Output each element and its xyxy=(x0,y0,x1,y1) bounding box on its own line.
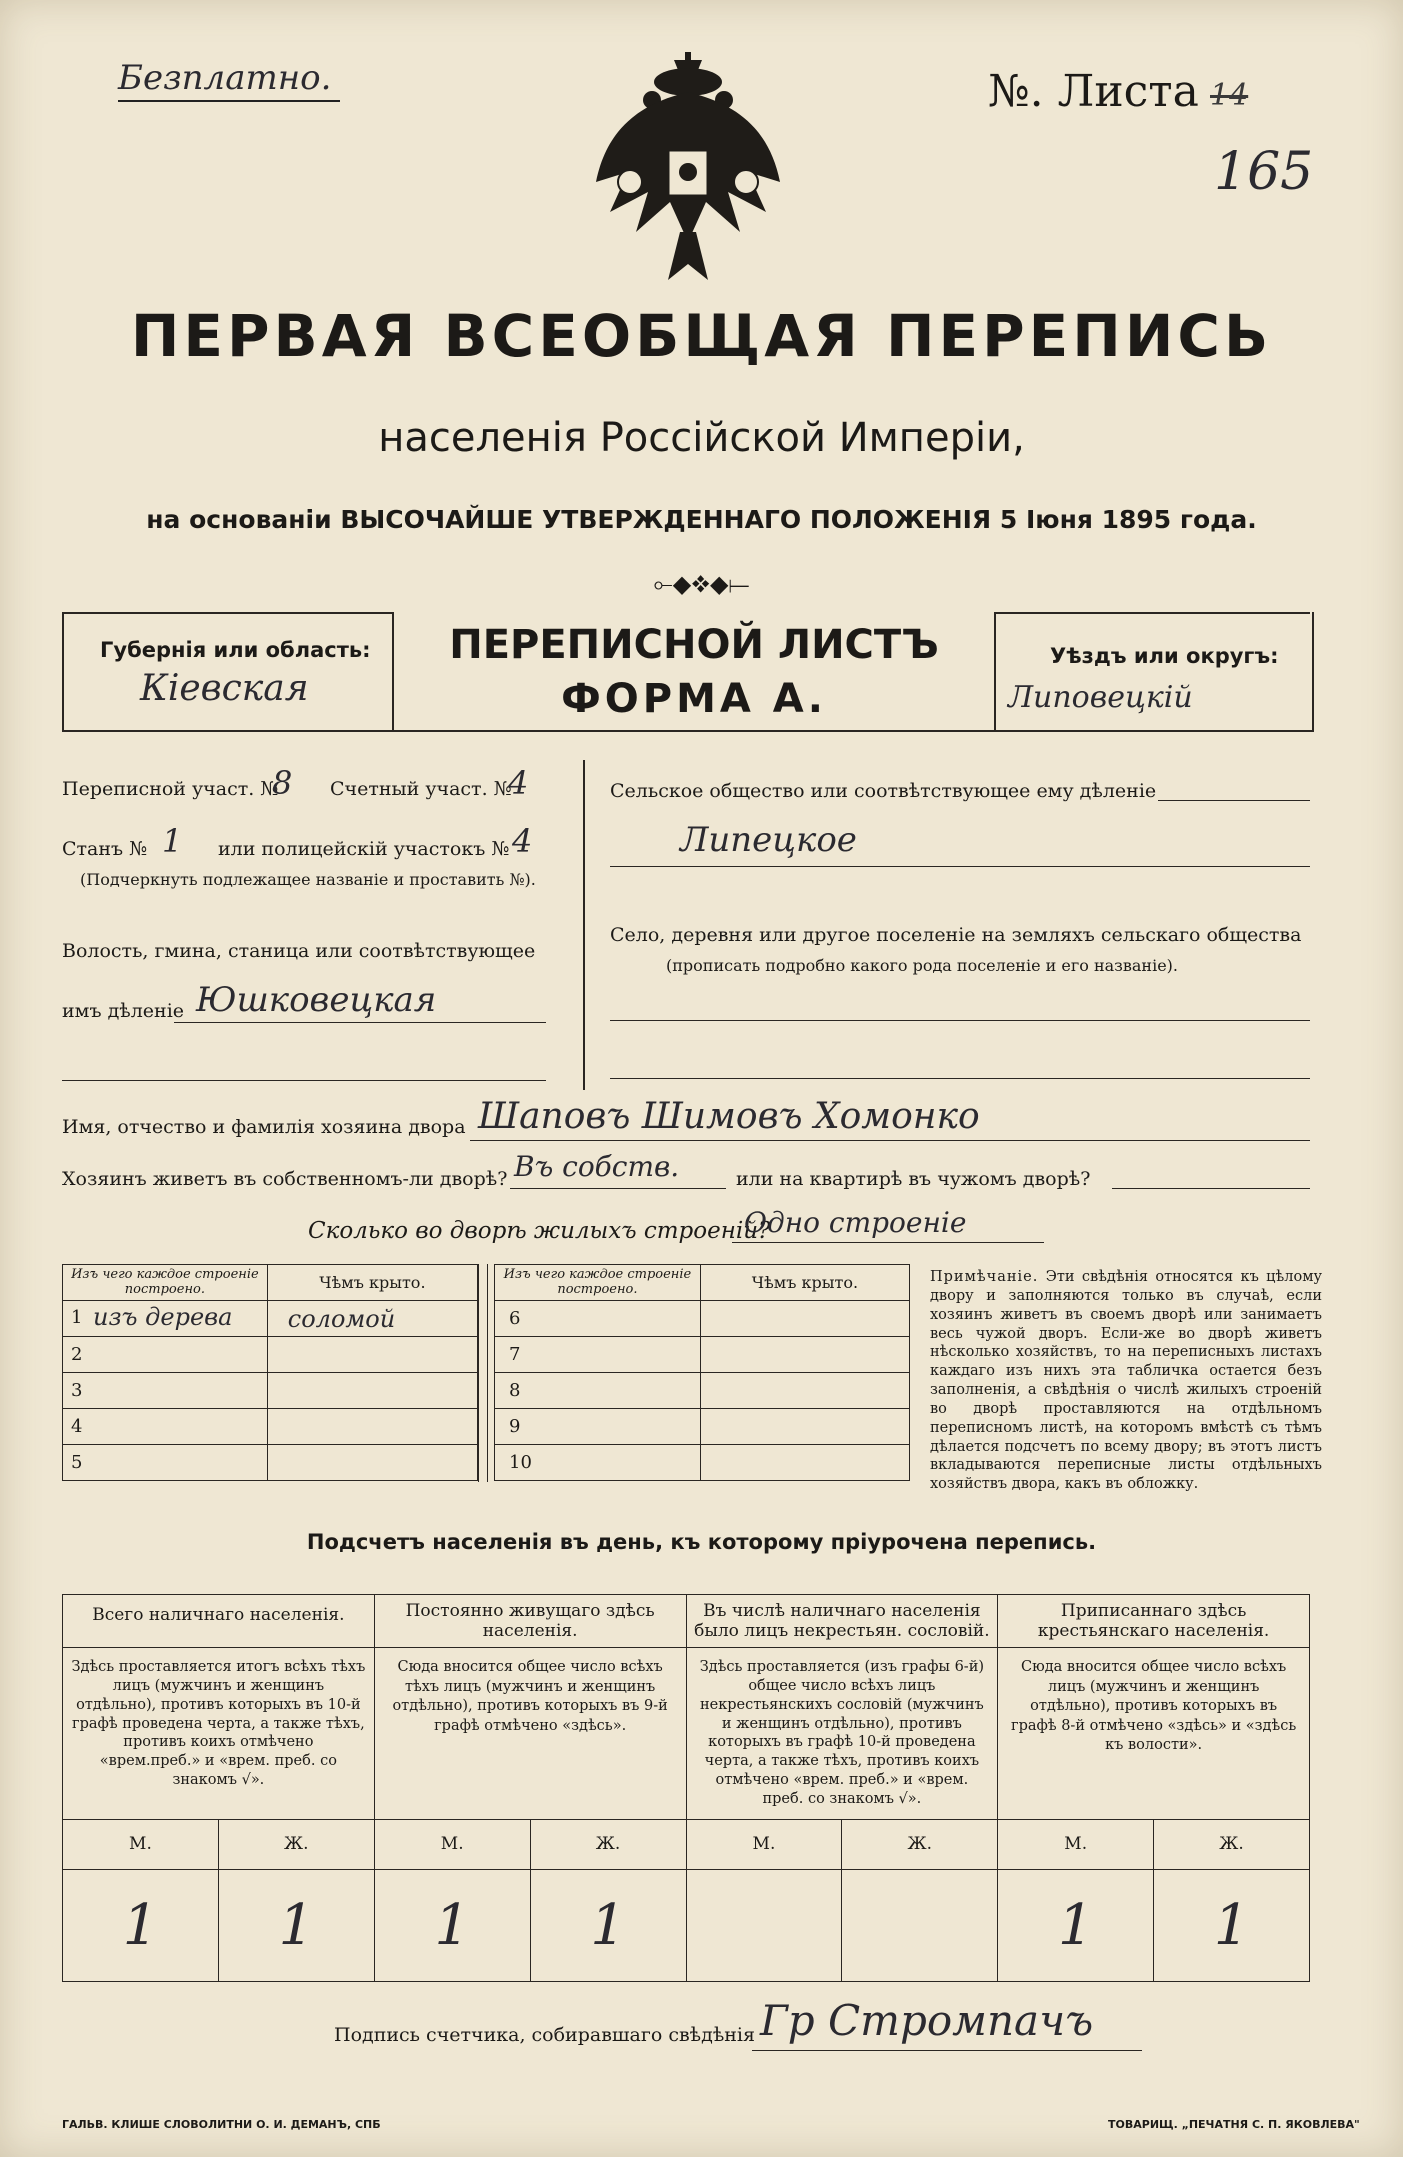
own-yard-line xyxy=(510,1188,726,1189)
gubernia-value: Кіевская xyxy=(140,668,309,709)
row-number: 8 xyxy=(495,1373,701,1409)
free-underline xyxy=(118,100,340,102)
census-area-label: Переписной участ. № xyxy=(62,778,279,800)
table-row xyxy=(495,1445,910,1481)
signature-value: Гр Стромпачъ xyxy=(760,1996,1094,2045)
stan-label: Станъ № xyxy=(62,838,148,860)
police-value: 4 xyxy=(512,822,533,860)
community-label: Сельское общество или соотвѣтствующее ему дѣленіе xyxy=(610,780,1157,802)
table-row xyxy=(495,1409,910,1445)
signature-label: Подпись счетчика, собиравшаго свѣдѣнія xyxy=(334,2024,755,2046)
form-label: ФОРМА А. xyxy=(561,676,827,722)
community-value: Липецкое xyxy=(680,820,857,860)
pop-f-label: Ж. xyxy=(218,1819,374,1869)
signature-line xyxy=(752,2050,1142,2051)
own-yard-value: Въ собств. xyxy=(514,1150,680,1183)
table-row xyxy=(63,1373,478,1409)
form-top-right xyxy=(994,612,1310,614)
printer-left: ГАЛЬВ. КЛИШЕ СЛОВОЛИТНИ О. И. ДЕМАНЪ, СПБ xyxy=(62,2118,381,2131)
police-label: или полицейскій участокъ № xyxy=(218,838,510,860)
col-material: Изъ чего каждое строеніе построено. xyxy=(495,1265,701,1301)
col-roof: Чѣмъ крыто. xyxy=(700,1265,909,1301)
buildings-table-left xyxy=(62,1264,478,1481)
pop-m-value: 1 xyxy=(63,1869,219,1981)
community-line-2 xyxy=(610,866,1310,867)
stan-note: (Подчеркнуть подлежащее названіе и проставить №). xyxy=(80,870,536,889)
pop-f-value: 1 xyxy=(218,1869,374,1981)
buildings-line xyxy=(732,1242,1044,1243)
table-row xyxy=(63,1301,478,1337)
sheet-number: 165 xyxy=(1214,142,1314,202)
row-number: 2 xyxy=(63,1337,268,1373)
pop-header: Всего наличнаго населенія. xyxy=(63,1595,375,1648)
row-number: 3 xyxy=(63,1373,268,1409)
village-label: Село, деревня или другое поселеніе на земляхъ сельскаго общества xyxy=(610,924,1302,946)
sheet-old-number: 14 xyxy=(1210,78,1249,113)
pop-f-value: 1 xyxy=(1154,1869,1310,1981)
form-divider-right xyxy=(994,612,996,730)
pop-desc: Сюда вносится общее число всѣхъ лицъ (мужчинъ и женщинъ отдѣльно), противъ которыхъ въ графѣ 8-й отмѣчено «здѣсь» и «здѣсь къ волости». xyxy=(998,1648,1310,1820)
volost-value: Юшковецкая xyxy=(196,980,437,1020)
volost-line-2 xyxy=(62,1080,546,1081)
roof-cell xyxy=(267,1373,477,1409)
imperial-eagle-emblem xyxy=(588,52,788,284)
ornament-divider: ⟜◆❖◆⟝ xyxy=(653,570,750,598)
stan-value: 1 xyxy=(162,822,183,860)
pop-m-value: 1 xyxy=(998,1869,1154,1981)
table-row xyxy=(495,1373,910,1409)
buildings-note xyxy=(930,1268,1322,1494)
tables-double-rule xyxy=(478,1264,488,1482)
pop-m-label: М. xyxy=(63,1819,219,1869)
population-table xyxy=(62,1594,1310,1982)
pop-header: Въ числѣ наличнаго населенія было лицъ некрестьян. сословій. xyxy=(686,1595,998,1648)
pop-m-label: М. xyxy=(686,1819,842,1869)
pop-desc: Здѣсь проставляется итогъ всѣхъ тѣхъ лицъ (мужчинъ и женщинъ отдѣльно), противъ которыхъ въ 10-й графѣ проведена черта, а также тѣхъ, противъ коихъ отмѣчено «врем.преб.» и «врем. преб. со знакомъ √». xyxy=(63,1648,375,1820)
note-title: Примѣчаніе. xyxy=(930,1269,1039,1285)
own-yard-label: Хозяинъ живетъ въ собственномъ-ли дворѣ? xyxy=(62,1168,508,1190)
printer-right: ТОВАРИЩ. „ПЕЧАТНЯ С. П. ЯКОВЛЕВА" xyxy=(1108,2118,1360,2131)
buildings-value: Одно строеніе xyxy=(744,1206,967,1239)
pop-m-value xyxy=(686,1869,842,1981)
village-line-2 xyxy=(610,1078,1310,1079)
pop-m-label: М. xyxy=(374,1819,530,1869)
pop-m-label: М. xyxy=(998,1819,1154,1869)
pop-desc: Здѣсь проставляется (изъ графы 6-й) общее число всѣхъ лицъ некрестьянскихъ сословій (мужчинъ и женщинъ отдѣльно), противъ которыхъ въ графѣ 10-й проведена черта, а также тѣхъ, противъ коихъ отмѣчено «врем. преб.» и «врем. преб. со знакомъ √». xyxy=(686,1648,998,1820)
count-area-value: 4 xyxy=(508,764,529,802)
roof-cell xyxy=(700,1445,909,1481)
pop-header: Приписаннаго здѣсь крестьянскаго населенія. xyxy=(998,1595,1310,1648)
uezd-value: Липовецкій xyxy=(1008,680,1193,715)
table-row xyxy=(495,1301,910,1337)
roof-cell xyxy=(267,1337,477,1373)
roof-cell xyxy=(700,1409,909,1445)
pop-f-label: Ж. xyxy=(842,1819,998,1869)
legal-basis: на основаніи ВЫСОЧАЙШЕ УТВЕРЖДЕННАГО ПОЛОЖЕНІЯ 5 Іюня 1895 года. xyxy=(146,505,1257,534)
page-subtitle: населенія Россійской Имперіи, xyxy=(378,415,1025,461)
count-area-label: Счетный участ. № xyxy=(330,778,512,800)
community-line-1 xyxy=(1158,800,1310,801)
owner-line xyxy=(470,1140,1310,1141)
roof-cell xyxy=(267,1445,477,1481)
pop-header: Постоянно живущаго здѣсь населенія. xyxy=(374,1595,686,1648)
form-top-left xyxy=(62,612,392,614)
uezd-label: Уѣздъ или округъ: xyxy=(1050,644,1279,668)
village-note: (прописать подробно какого рода поселеніе и его названіе). xyxy=(666,956,1178,975)
buildings-label: Сколько во дворѣ жилыхъ строеній? xyxy=(308,1218,771,1244)
volost-label-1: Волость, гмина, станица или соотвѣтствующее xyxy=(62,940,536,962)
volost-line xyxy=(174,1022,546,1023)
row-number: 6 xyxy=(495,1301,701,1337)
pop-f-value xyxy=(842,1869,998,1981)
table-row xyxy=(63,1409,478,1445)
form-title: ПЕРЕПИСНОЙ ЛИСТЪ xyxy=(449,622,939,668)
pop-desc: Сюда вносится общее число всѣхъ тѣхъ лицъ (мужчинъ и женщинъ отдѣльно), противъ которыхъ въ 9-й графѣ отмѣчено «здѣсь». xyxy=(374,1648,686,1820)
free-label: Безплатно. xyxy=(118,58,332,98)
pop-m-value: 1 xyxy=(374,1869,530,1981)
census-area-value: 8 xyxy=(272,764,293,802)
roof-cell xyxy=(700,1373,909,1409)
table-row xyxy=(63,1445,478,1481)
population-title: Подсчетъ населенія въ день, къ которому пріурочена перепись. xyxy=(306,1530,1097,1554)
pop-f-label: Ж. xyxy=(530,1819,686,1869)
rent-label: или на квартирѣ въ чужомъ дворѣ? xyxy=(736,1168,1091,1190)
table-row xyxy=(495,1337,910,1373)
fields-divider xyxy=(583,760,585,1090)
col-material: Изъ чего каждое строеніе построено. xyxy=(63,1265,268,1301)
roof-cell xyxy=(700,1337,909,1373)
note-text: Эти свѣдѣнія относятся къ цѣлому двору и заполняются только въ случаѣ, если хозяинъ живетъ въ своемъ дворѣ или занимаетъ весь чужой дворъ. Если-же во дворѣ живетъ нѣсколько хозяйствъ, то на переписныхъ листахъ каждаго изъ нихъ эта табличка остается безъ заполненія, а свѣдѣнія о числѣ жилыхъ строеній во дворѣ проставляются на отдѣльномъ переписномъ листѣ, на которомъ вмѣстѣ съ тѣмъ дѣлается подсчетъ по всему двору; въ этотъ листъ вкладываются переписные листы отдѣльныхъ хозяйствъ двора, какъ въ обложку. xyxy=(930,1269,1322,1493)
volost-label-2: имъ дѣленіе xyxy=(62,1000,185,1022)
row-number: 4 xyxy=(63,1409,268,1445)
page-title: ПЕРВАЯ ВСЕОБЩАЯ ПЕРЕПИСЬ xyxy=(130,302,1273,370)
owner-value: Шаповъ Шимовъ Хомонко xyxy=(478,1096,980,1137)
row-number: 10 xyxy=(495,1445,701,1481)
sheet-label: №. Листа xyxy=(988,66,1199,117)
village-line-1 xyxy=(610,1020,1310,1021)
gubernia-label: Губернія или область: xyxy=(100,638,371,662)
pop-f-value: 1 xyxy=(530,1869,686,1981)
row-number: 7 xyxy=(495,1337,701,1373)
roof-cell xyxy=(267,1409,477,1445)
buildings-table-right xyxy=(494,1264,910,1481)
material-cell: изъ дерева xyxy=(93,1303,233,1331)
rent-line xyxy=(1112,1188,1310,1189)
roof-cell: соломой xyxy=(267,1301,477,1337)
pop-f-label: Ж. xyxy=(1154,1819,1310,1869)
roof-cell xyxy=(700,1301,909,1337)
row-number: 5 xyxy=(63,1445,268,1481)
table-row xyxy=(63,1337,478,1373)
row-number: 9 xyxy=(495,1409,701,1445)
owner-label: Имя, отчество и фамилія хозяина двора xyxy=(62,1116,466,1138)
col-roof: Чѣмъ крыто. xyxy=(267,1265,477,1301)
row-number: 1 xyxy=(71,1307,83,1328)
